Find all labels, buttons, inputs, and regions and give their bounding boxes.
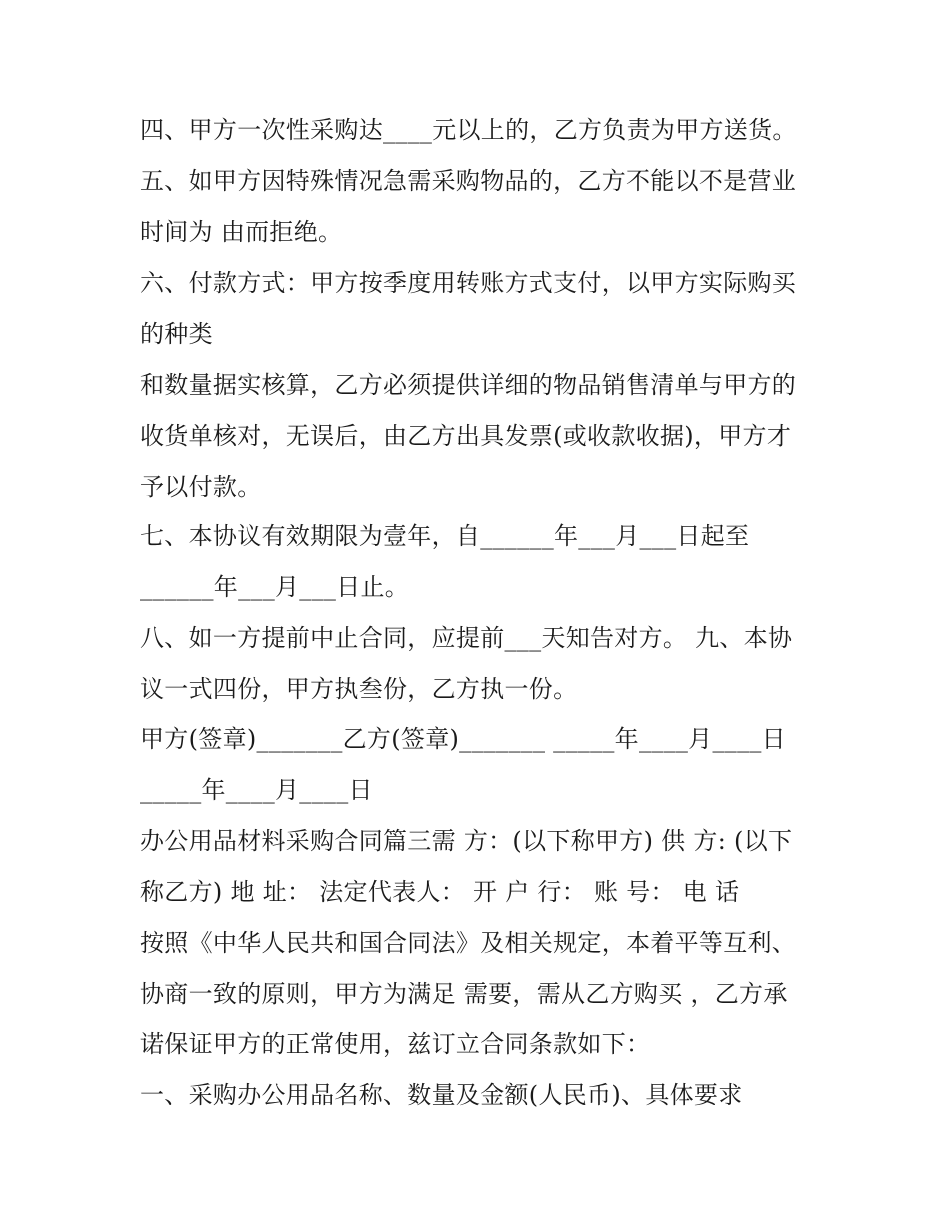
text-line: ______年___月___日止。 [140,573,410,601]
text-line: 时间为 由而拒绝。 [140,218,343,246]
text-line: 称乙方) 地 址： 法定代表人： 开 户 行： 账 号： 电 话 [140,878,740,906]
signature-line: 甲方(签章)_______乙方(签章)_______ _____年____月____日 [140,725,786,753]
text-line: 四、甲方一次性采购达____元以上的，乙方负责为甲方送货。 [140,116,797,144]
text-line: 的种类 [140,320,213,348]
text-line: 议一式四份，甲方执叁份，乙方执一份。 [140,675,578,703]
date-line: _____年____月____日 [140,776,373,804]
text-line: 办公用品材料采购合同篇三需 方：(以下称甲方) 供 方: (以下 [140,827,793,855]
text-line: 七、本协议有效期限为壹年，自______年___月___日起至 [140,522,750,550]
text-line: 六、付款方式：甲方按季度用转账方式支付，以甲方实际购买 [140,269,797,297]
text-line: 八、如一方提前中止合同，应提前___天知告对方。 九、本协 [140,624,793,652]
text-line: 协商一致的原则，甲方为满足 需要，需从乙方购买 ，乙方承 [140,980,788,1008]
text-line: 和数量据实核算，乙方必须提供详细的物品销售清单与甲方的 [140,371,797,399]
text-line: 收货单核对，无误后，由乙方出具发票(或收款收据)，甲方才 [140,422,792,450]
text-line: 予以付款。 [140,473,262,501]
text-line: 诺保证甲方的正常使用，兹订立合同条款如下： [140,1030,651,1058]
text-line: 五、如甲方因特殊情况急需采购物品的，乙方不能以不是营业 [140,167,797,195]
text-line: 一、采购办公用品名称、数量及金额(人民币)、具体要求 [140,1081,743,1109]
text-line: 按照《中华人民共和国合同法》及相关规定，本着平等互利、 [140,929,797,957]
